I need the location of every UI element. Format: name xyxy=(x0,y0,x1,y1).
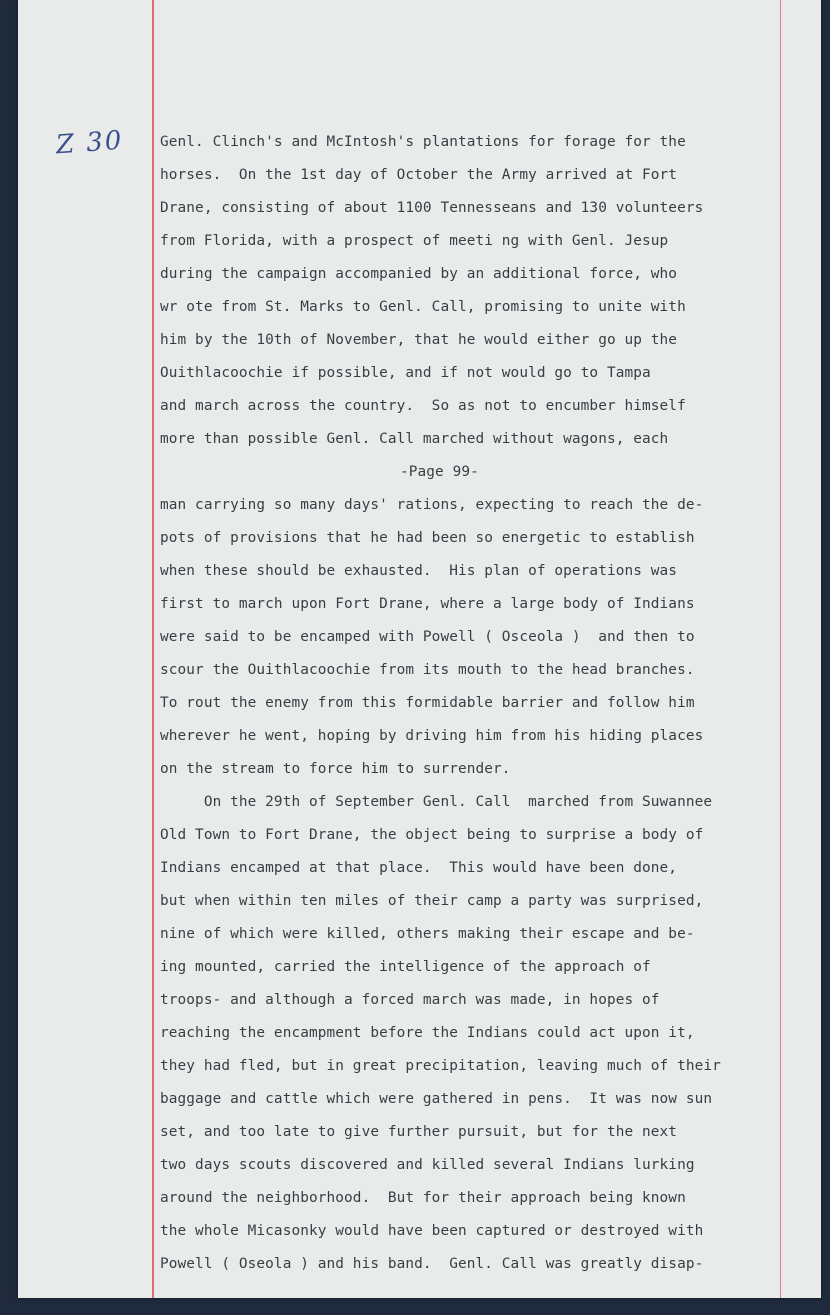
text-line: On the 29th of September Genl. Call marched from Suwannee xyxy=(160,794,713,810)
text-line: Old Town to Fort Drane, the object being to surprise a body of xyxy=(160,827,704,843)
text-line: Indians encamped at that place. This would have been done, xyxy=(160,860,678,876)
text-line: they had fled, but in great precipitation, leaving much of their xyxy=(160,1058,721,1074)
text-line: and march across the country. So as not to encumber himself xyxy=(160,398,686,414)
text-line: horses. On the 1st day of October the Army arrived at Fort xyxy=(160,167,678,183)
text-line: wr ote from St. Marks to Genl. Call, promising to unite with xyxy=(160,299,686,315)
text-line: Genl. Clinch's and McIntosh's plantations for forage for the xyxy=(160,134,686,150)
text-line: from Florida, with a prospect of meeti ng with Genl. Jesup xyxy=(160,233,669,249)
handwritten-page-annotation: Z 30 xyxy=(55,125,125,161)
text-line: baggage and cattle which were gathered in pens. It was now sun xyxy=(160,1091,713,1107)
left-margin-rule xyxy=(152,0,154,1298)
text-line: the whole Micasonky would have been captured or destroyed with xyxy=(160,1223,704,1239)
text-line: man carrying so many days' rations, expecting to reach the de- xyxy=(160,497,704,513)
text-line: ing mounted, carried the intelligence of the approach of xyxy=(160,959,651,975)
text-line: him by the 10th of November, that he would either go up the xyxy=(160,332,678,348)
text-line: To rout the enemy from this formidable barrier and follow him xyxy=(160,695,695,711)
text-line: scour the Ouithlacoochie from its mouth to the head branches. xyxy=(160,662,695,678)
text-line: Ouithlacoochie if possible, and if not would go to Tampa xyxy=(160,365,651,381)
text-line: nine of which were killed, others making their escape and be- xyxy=(160,926,695,942)
text-line: during the campaign accompanied by an additional force, who xyxy=(160,266,678,282)
text-line: were said to be encamped with Powell ( Osceola ) and then to xyxy=(160,629,695,645)
text-line: reaching the encampment before the Indians could act upon it, xyxy=(160,1025,695,1041)
typewritten-body xyxy=(160,126,800,1281)
text-line: Drane, consisting of about 1100 Tennesseans and 130 volunteers xyxy=(160,200,704,216)
text-line: wherever he went, hoping by driving him from his hiding places xyxy=(160,728,704,744)
text-line: more than possible Genl. Call marched without wagons, each xyxy=(160,431,669,447)
text-line: two days scouts discovered and killed several Indians lurking xyxy=(160,1157,695,1173)
page-number-marker: -Page 99- xyxy=(400,464,479,480)
document-page xyxy=(18,0,821,1298)
text-line: around the neighborhood. But for their approach being known xyxy=(160,1190,686,1206)
text-line: when these should be exhausted. His plan of operations was xyxy=(160,563,678,579)
text-line: on the stream to force him to surrender. xyxy=(160,761,511,777)
text-line: Powell ( Oseola ) and his band. Genl. Call was greatly disap- xyxy=(160,1256,704,1272)
text-line: first to march upon Fort Drane, where a large body of Indians xyxy=(160,596,695,612)
text-line: troops- and although a forced march was made, in hopes of xyxy=(160,992,660,1008)
text-line: but when within ten miles of their camp a party was surprised, xyxy=(160,893,704,909)
text-line: pots of provisions that he had been so energetic to establish xyxy=(160,530,695,546)
text-line: set, and too late to give further pursuit, but for the next xyxy=(160,1124,678,1140)
